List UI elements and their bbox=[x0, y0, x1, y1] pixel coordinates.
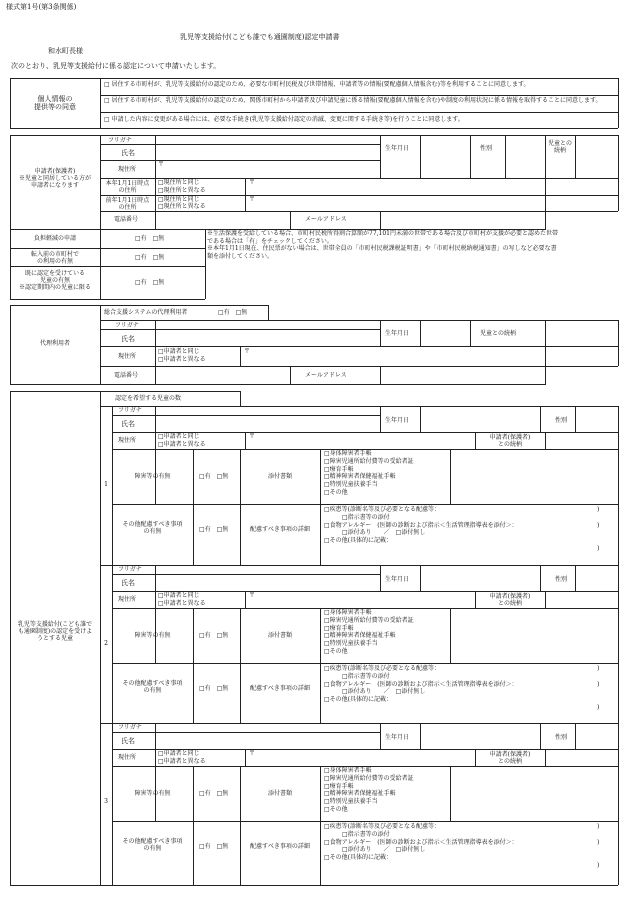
prior-label: 既に認定を受けている 児童の有無 ※認定期間内の児童に限る bbox=[18, 270, 91, 292]
attach-checkbox[interactable]: □身体障害者手帳 bbox=[324, 767, 372, 774]
attach-checkbox[interactable]: □特別児童扶養手当 bbox=[324, 640, 378, 648]
child-disability-choice[interactable]: □有 □無 bbox=[199, 632, 229, 639]
child-paren: ) bbox=[597, 681, 600, 688]
attach-checkbox[interactable]: □特別児童扶養手当 bbox=[324, 798, 378, 806]
child-postal-mark: 〒 bbox=[249, 433, 256, 440]
jan1-this-diff-checkbox[interactable]: □現住所と異なる bbox=[158, 187, 206, 194]
child-care-label: その他配慮すべき事項 の有無 bbox=[122, 680, 183, 695]
attach-checkbox[interactable]: □精神障害者保健福祉手帳 bbox=[324, 473, 396, 481]
child-relation-label: 申請者(保護者) との続柄 bbox=[489, 593, 531, 608]
child-paren: ) bbox=[597, 506, 600, 513]
applicant-heading: 申請者(保護者) ※児童と同居している方が 申請者になります bbox=[18, 168, 91, 190]
applicant-jan1-this-label: 本年1月1日時点 の住所 bbox=[105, 180, 150, 195]
care-checkbox[interactable]: □添付あり ／ □添付無し bbox=[324, 529, 426, 537]
attach-checkbox[interactable]: □その他 bbox=[324, 647, 348, 655]
applicant-phone-field[interactable] bbox=[155, 212, 290, 228]
child-care-list[interactable] bbox=[324, 665, 518, 704]
child-number: 1 bbox=[104, 481, 108, 488]
care-checkbox[interactable]: □疾患等(診断名等及び必要となる配慮等： bbox=[324, 665, 441, 672]
child-same-checkbox[interactable]: □申請者と同じ bbox=[158, 750, 200, 757]
child-disability-label: 障害等の有無 bbox=[134, 473, 171, 480]
care-checkbox[interactable]: □食物アレルギー (医師の診断および指示＜生活管理指導表を添付＞： bbox=[324, 838, 518, 846]
child-disability-label: 障害等の有無 bbox=[134, 790, 171, 797]
child-care-choice[interactable]: □有 □無 bbox=[199, 685, 229, 692]
transfer-choice[interactable]: □有 □無 bbox=[135, 254, 165, 261]
care-checkbox[interactable]: □疾患等(診断名等及び必要となる配慮等： bbox=[324, 823, 441, 830]
addressee: 和水町長様 bbox=[48, 47, 83, 55]
child-care-label: その他配慮すべき事項 の有無 bbox=[122, 838, 183, 853]
child-disability-label: 障害等の有無 bbox=[134, 632, 171, 639]
attach-checkbox[interactable]: □療育手帳 bbox=[324, 782, 354, 790]
form-number: 様式第1号(第3条関係) bbox=[6, 3, 77, 11]
proxy-address-label: 現住所 bbox=[118, 353, 137, 360]
applicant-relation-label: 児童との 続柄 bbox=[547, 140, 572, 155]
proxy-same-checkbox[interactable]: □申請者と同じ bbox=[158, 348, 200, 355]
child-relation-label: 申請者(保護者) との続柄 bbox=[489, 751, 531, 766]
applicant-name-label: 氏名 bbox=[121, 149, 135, 157]
proxy-email-label: メールアドレス bbox=[305, 372, 347, 379]
consent-checkbox-change[interactable]: □ 申請した内容に変更がある場合には、必要な手続き(乳児等支援給付認定の消滅、変更に関する手続き等)を行うことに同意します。 bbox=[104, 116, 464, 123]
care-checkbox[interactable]: □添付あり ／ □添付無し bbox=[324, 846, 426, 854]
child-postal-mark: 〒 bbox=[249, 592, 256, 599]
attach-checkbox[interactable]: □障害児通所給付費等の受給者証 bbox=[324, 616, 414, 624]
applicant-furigana-field[interactable] bbox=[155, 137, 380, 144]
child-care-list[interactable] bbox=[324, 823, 518, 862]
child-relation-label: 申請者(保護者) との続柄 bbox=[489, 434, 531, 449]
child-address-label: 現住所 bbox=[118, 437, 137, 444]
care-checkbox[interactable]: □添付あり ／ □添付無し bbox=[324, 688, 426, 696]
attach-checkbox[interactable]: □特別児童扶養手当 bbox=[324, 481, 378, 489]
care-checkbox[interactable]: □指示書等の添付 bbox=[324, 672, 390, 680]
transfer-label: 転入前の市町村で の利用の有無 bbox=[30, 251, 79, 266]
child-furigana-label: フリガナ bbox=[118, 724, 142, 731]
applicant-phone-label: 電話番号 bbox=[114, 216, 139, 223]
child-care-choice[interactable]: □有 □無 bbox=[199, 843, 229, 850]
proxy-furigana-label: フリガナ bbox=[115, 322, 139, 329]
child-attach-label: 添付書類 bbox=[267, 473, 292, 480]
care-checkbox[interactable]: □食物アレルギー (医師の診断および指示＜生活管理指導表を添付＞： bbox=[324, 680, 518, 688]
proxy-diff-checkbox[interactable]: □申請者と異なる bbox=[158, 356, 206, 363]
child-dob-label: 生年月日 bbox=[385, 417, 410, 424]
attach-checkbox[interactable]: □身体障害者手帳 bbox=[324, 609, 372, 616]
attach-checkbox[interactable]: □療育手帳 bbox=[324, 624, 354, 632]
child-number: 2 bbox=[104, 640, 108, 647]
child-address-label: 現住所 bbox=[118, 596, 137, 603]
child-care-detail-label: 配慮すべき事項の詳細 bbox=[250, 526, 310, 533]
child-paren: ) bbox=[597, 545, 600, 552]
child-diff-checkbox[interactable]: □申請者と異なる bbox=[158, 758, 206, 765]
child-gender-label: 性別 bbox=[555, 417, 568, 424]
jan1-prev-diff-checkbox[interactable]: □現住所と異なる bbox=[158, 203, 206, 210]
attach-checkbox[interactable]: □精神障害者保健福祉手帳 bbox=[324, 790, 396, 798]
attach-checkbox[interactable]: □障害児通所給付費等の受給者証 bbox=[324, 457, 414, 465]
proxy-postal-mark: 〒 bbox=[244, 348, 251, 355]
child-dob-label: 生年月日 bbox=[385, 734, 410, 741]
child-care-choice[interactable]: □有 □無 bbox=[199, 526, 229, 533]
child-attach-list[interactable] bbox=[324, 609, 414, 656]
applicant-jan1-prev-label: 前年1月1日時点 の住所 bbox=[105, 197, 150, 212]
child-postal-mark: 〒 bbox=[249, 750, 256, 757]
child-paren: ) bbox=[597, 522, 600, 529]
attach-checkbox[interactable]: □精神障害者保健福祉手帳 bbox=[324, 632, 396, 640]
child-attach-label: 添付書類 bbox=[267, 790, 292, 797]
child-paren: ) bbox=[597, 862, 600, 869]
proxy-heading: 代理利用者 bbox=[39, 340, 70, 347]
proxy-system-choice[interactable]: □有 □無 bbox=[218, 309, 248, 316]
applicant-name-field[interactable] bbox=[155, 145, 380, 160]
child-care-list[interactable] bbox=[324, 506, 518, 545]
child-gender-label: 性別 bbox=[555, 576, 568, 583]
burden-label: 負担軽減の申請 bbox=[33, 235, 76, 242]
attach-checkbox[interactable]: □身体障害者手帳 bbox=[324, 450, 372, 457]
applicant-dob-label: 生年月日 bbox=[385, 145, 410, 152]
child-care-label: その他配慮すべき事項 の有無 bbox=[122, 521, 183, 536]
child-paren: ) bbox=[597, 839, 600, 846]
jan1-this-postal-mark: 〒 bbox=[249, 179, 256, 186]
care-checkbox[interactable]: □その他(具体的に記載： bbox=[324, 696, 393, 704]
applicant-postal-mark: 〒 bbox=[158, 161, 165, 168]
attach-checkbox[interactable]: □療育手帳 bbox=[324, 465, 354, 473]
applicant-furigana-label: フリガナ bbox=[108, 137, 132, 144]
proxy-dob-label: 生年月日 bbox=[385, 330, 410, 337]
child-paren: ) bbox=[597, 823, 600, 830]
attach-checkbox[interactable]: □障害児通所給付費等の受給者証 bbox=[324, 774, 414, 782]
consent-checkbox-usage[interactable]: □ 居住する市町村が、乳児等支援給付の認定のため、必要な市町村民税及び世帯情報、申請者等の情報(要配慮個人情報含む)等を利用することに同意します。 bbox=[104, 81, 530, 88]
child-gender-label: 性別 bbox=[555, 734, 568, 741]
child-name-label: 氏名 bbox=[121, 579, 135, 587]
child-same-checkbox[interactable]: □申請者と同じ bbox=[158, 592, 200, 599]
child-address-label: 現住所 bbox=[118, 754, 137, 761]
consent-checkbox-acquire[interactable]: □ 居住する市町村が、乳児等支援給付の認定のため、関係市町村から申請者及び申請児童に係る情報(要配慮個人情報を含む)や制度の利用状況に係る情報を取得することに同意します。 bbox=[104, 97, 602, 104]
intro-text: 次のとおり、乳児等支援給付に係る認定について申請いたします。 bbox=[11, 62, 221, 70]
child-care-detail-label: 配慮すべき事項の詳細 bbox=[250, 685, 310, 692]
applicant-email-field[interactable] bbox=[381, 212, 545, 228]
applicant-gender-label: 性別 bbox=[480, 145, 493, 152]
child-furigana-label: フリガナ bbox=[118, 407, 142, 414]
jan1-prev-same-checkbox[interactable]: □現住所と同じ bbox=[158, 196, 200, 203]
care-checkbox[interactable]: □指示書等の添付 bbox=[324, 830, 390, 838]
child-same-checkbox[interactable]: □申請者と同じ bbox=[158, 433, 200, 440]
child-paren: ) bbox=[597, 704, 600, 711]
attach-checkbox[interactable]: □その他 bbox=[324, 805, 348, 813]
child-furigana-label: フリガナ bbox=[118, 566, 142, 573]
child-care-detail-label: 配慮すべき事項の詳細 bbox=[250, 843, 310, 850]
consent-heading: 個人情報の 提供等の同意 bbox=[34, 95, 76, 112]
form-title: 乳児等支援給付(こども誰でも通園制度)認定申請書 bbox=[180, 33, 340, 41]
burden-choice[interactable]: □有 □無 bbox=[135, 235, 165, 242]
prior-choice[interactable]: □有 □無 bbox=[135, 279, 165, 286]
child-dob-label: 生年月日 bbox=[385, 576, 410, 583]
care-checkbox[interactable]: □食物アレルギー (医師の診断および指示＜生活管理指導表を添付＞： bbox=[324, 521, 518, 529]
attach-checkbox[interactable]: □その他 bbox=[324, 488, 348, 496]
child-name-label: 氏名 bbox=[121, 737, 135, 745]
child-paren: ) bbox=[597, 665, 600, 672]
child-disability-choice[interactable]: □有 □無 bbox=[199, 790, 229, 797]
child-diff-checkbox[interactable]: □申請者と異なる bbox=[158, 441, 206, 448]
proxy-name-label: 氏名 bbox=[121, 335, 135, 343]
children-count-label: 認定を希望する児童の数 bbox=[115, 395, 182, 402]
applicant-address-label: 現住所 bbox=[118, 166, 137, 173]
child-attach-label: 添付書類 bbox=[267, 632, 292, 639]
care-checkbox[interactable]: □疾患等(診断名等及び必要となる配慮等： bbox=[324, 506, 441, 513]
proxy-relation-label: 児童との続柄 bbox=[480, 330, 517, 337]
jan1-prev-postal-mark: 〒 bbox=[249, 196, 256, 203]
child-diff-checkbox[interactable]: □申請者と異なる bbox=[158, 600, 206, 607]
jan1-this-same-checkbox[interactable]: □現住所と同じ bbox=[158, 179, 200, 186]
children-heading: 乳児等支援給付(こども誰で も通園制度)の認定を受けよ うとする児童 bbox=[17, 621, 93, 643]
proxy-system-label: 総合支援システムの代理利用者 bbox=[104, 309, 188, 316]
child-name-label: 氏名 bbox=[121, 420, 135, 428]
applicant-email-label: メールアドレス bbox=[305, 216, 347, 223]
child-attach-list[interactable] bbox=[324, 767, 414, 814]
proxy-phone-label: 電話番号 bbox=[114, 372, 139, 379]
children-count-field[interactable] bbox=[200, 392, 239, 405]
burden-note: ※生活保護を受給している場合、市町村民税所得割合算額が77,101円未満の世帯である場合及び市町村が支援が必要と認めた世帯 である場合は「有」をチェックしてください。 ※本年1月1日現在、住民票がない場合は、世帯全員の「市町村民税課税証明書」や「市町村民税納税通知書」の写しなど必要な書 類を添付してください。 bbox=[207, 230, 558, 260]
care-checkbox[interactable]: □指示書等の添付 bbox=[324, 513, 390, 521]
care-checkbox[interactable]: □その他(具体的に記載： bbox=[324, 854, 393, 862]
child-attach-list[interactable] bbox=[324, 450, 414, 497]
child-number: 3 bbox=[104, 798, 108, 805]
care-checkbox[interactable]: □その他(具体的に記載： bbox=[324, 537, 393, 545]
child-disability-choice[interactable]: □有 □無 bbox=[199, 473, 229, 480]
